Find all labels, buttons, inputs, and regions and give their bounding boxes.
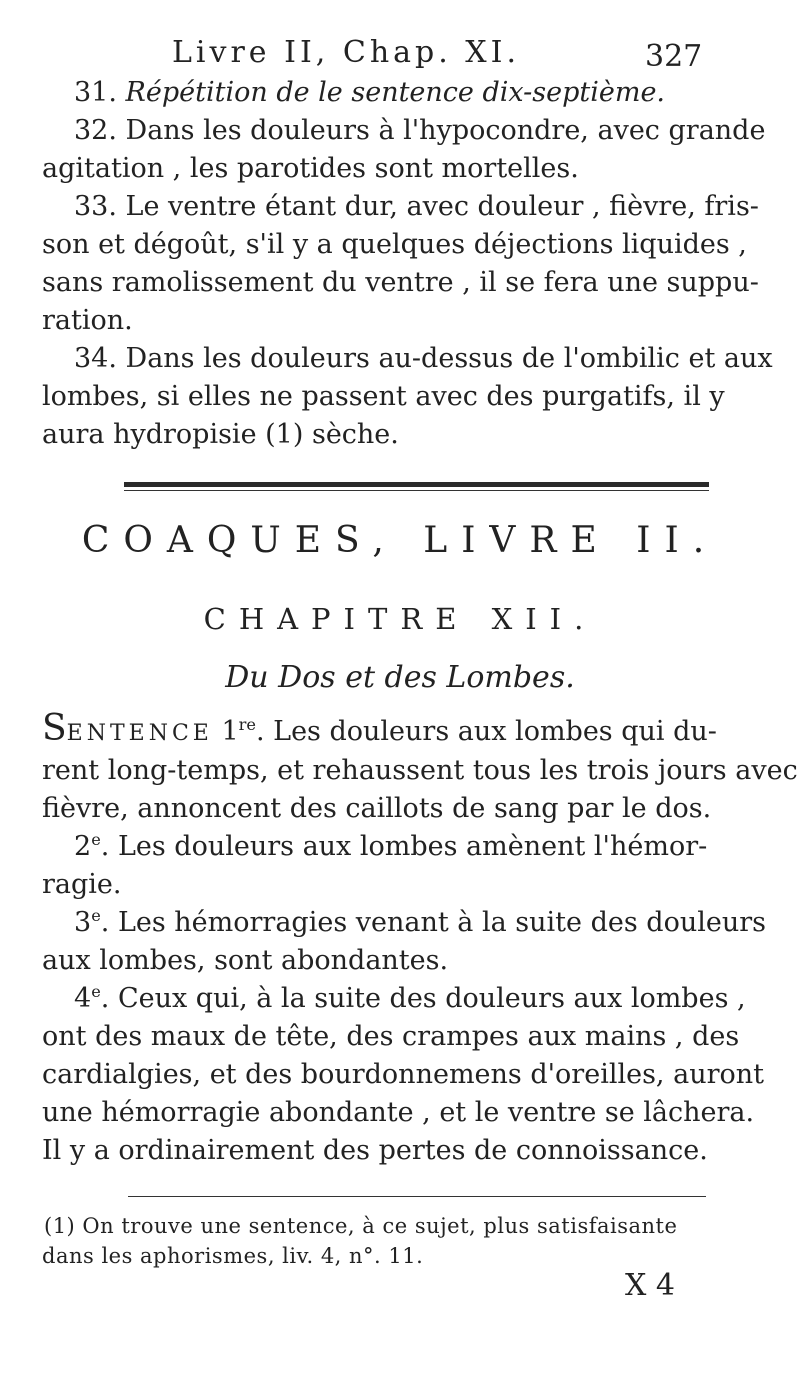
sentence-text: Le ventre étant dur, avec douleur , fièvre, fris- (125, 191, 759, 222)
sentence-text: . Les hémorragies venant à la suite des douleurs (100, 907, 766, 938)
text-line: ration. (42, 305, 133, 336)
sentence-3 (74, 906, 766, 940)
sentence-number: 3 (74, 907, 92, 938)
text-line: lombes, si elles ne passent avec des purgatifs, il y (42, 381, 725, 412)
text-line: une hémorragie abondante , et le ventre se lâchera. (42, 1097, 755, 1128)
sentence-number: 4 (74, 983, 92, 1014)
book-title: COAQUES, LIVRE II. (81, 520, 719, 561)
ordinal-suffix: re (238, 715, 256, 734)
text-line: rent long-temps, et rehaussent tous les trois jours avec (42, 755, 798, 786)
chapter-title: CHAPITRE XII. (203, 602, 597, 636)
text-line: ont des maux de tête, des crampes aux mains , des (42, 1021, 740, 1052)
ordinal-suffix: e (91, 982, 101, 1001)
text-line: aux lombes, sont abondantes. (42, 945, 449, 976)
text-line: son et dégoût, s'il y a quelques déjections liquides , (42, 229, 747, 260)
footnote-line: dans les aphorismes, liv. 4, n°. 11. (42, 1244, 424, 1268)
sentence-number: 32. (74, 115, 117, 146)
text-line: sans ramolissement du ventre , il se fera une suppu- (42, 267, 759, 298)
sentence-text: . Les douleurs aux lombes amènent l'hémor- (100, 831, 708, 862)
text-line: cardialgies, et des bourdonnemens d'oreilles, auront (42, 1059, 764, 1090)
text-line: agitation , les parotides sont mortelles. (42, 153, 579, 184)
section-divider (124, 482, 709, 487)
sentence-number: 2 (74, 831, 92, 862)
ordinal-suffix: e (91, 906, 101, 925)
sentence-text: Dans les douleurs à l'hypocondre, avec grande (125, 115, 766, 146)
text-line: fièvre, annoncent des caillots de sang par le dos. (42, 793, 712, 824)
running-head (172, 36, 520, 70)
sentence-text: Répétition de le sentence dix-septième. (125, 77, 666, 108)
sentence-number: 34. (74, 343, 117, 374)
sentence-text: . Ceux qui, à la suite des douleurs aux lombes , (100, 983, 746, 1014)
running-head-title: Livre II, Chap. XI. (172, 35, 521, 70)
sentence-text: Dans les douleurs au-dessus de l'ombilic et aux (125, 343, 773, 374)
sentence-4 (74, 982, 746, 1016)
sentence-number: 1 (221, 716, 239, 747)
sentence-number: 31. (74, 77, 117, 108)
text-line: Il y a ordinairement des pertes de connoissance. (42, 1135, 708, 1166)
sentence-2 (74, 830, 707, 864)
sentence-34 (74, 342, 773, 376)
footnote-line: (1) On trouve une sentence, à ce sujet, plus satisfaisante (44, 1214, 678, 1238)
section-divider-thin (124, 490, 709, 491)
sentence-32 (74, 114, 765, 148)
signature-mark: X 4 (625, 1268, 675, 1303)
chapter-subtitle: Du Dos et des Lombes. (225, 660, 575, 695)
sentence-number: 33. (74, 191, 117, 222)
sentence-1 (42, 708, 717, 751)
footnote-divider (128, 1196, 706, 1197)
sentence-label: ENTENCE (66, 721, 213, 746)
sentence-label-initial: S (42, 708, 67, 749)
page-number: 327 (645, 39, 703, 74)
sentence-text: . Les douleurs aux lombes qui du- (255, 716, 717, 747)
sentence-31 (74, 76, 665, 110)
sentence-33 (74, 190, 759, 224)
ordinal-suffix: e (91, 830, 101, 849)
text-line: ragie. (42, 869, 122, 900)
text-line: aura hydropisie (1) sèche. (42, 419, 399, 450)
